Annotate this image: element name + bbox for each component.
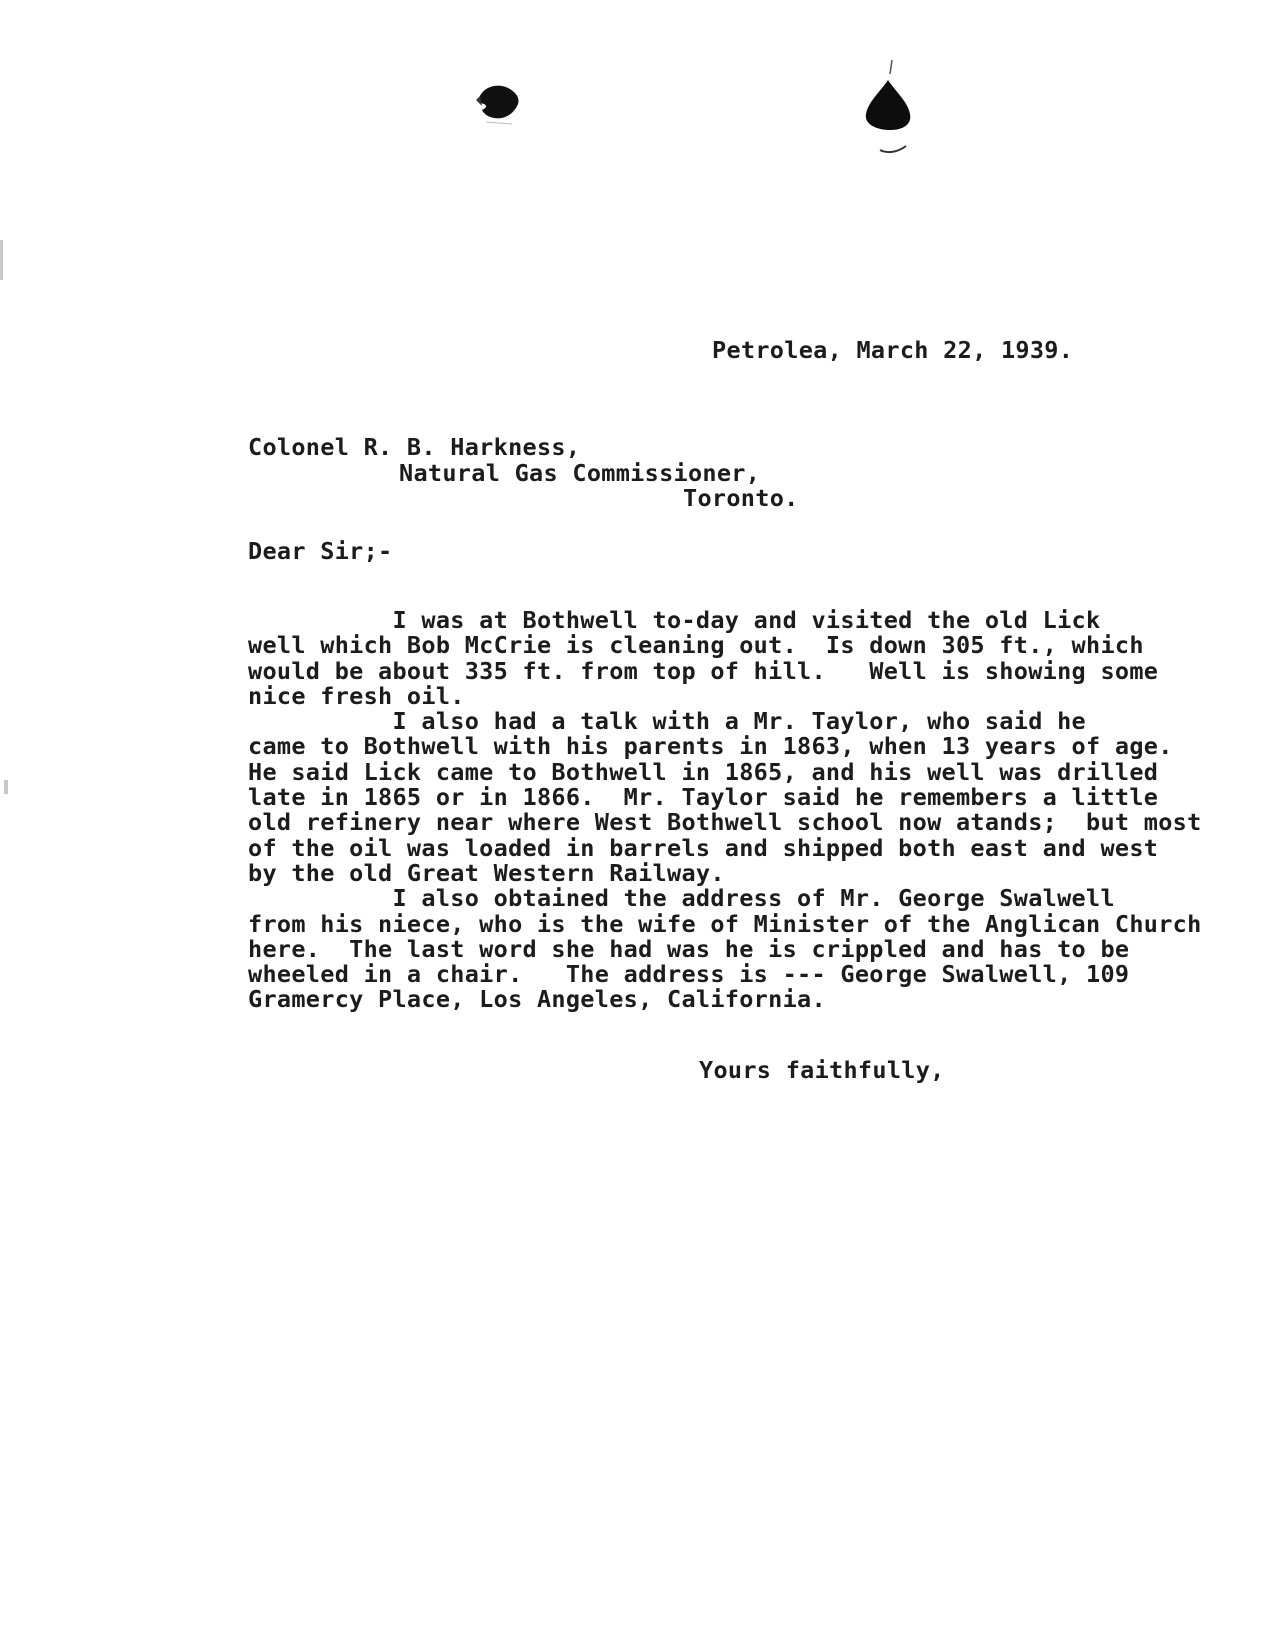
- punch-hole-right: [858, 58, 916, 162]
- letter-body: [248, 608, 1248, 1013]
- body-line: I was at Bothwell to-day and visited the old Lick: [248, 606, 1101, 634]
- body-line: I also obtained the address of Mr. George Swalwell: [248, 884, 1115, 913]
- scan-edge-mark: [4, 780, 8, 794]
- body-line: old refinery near where West Bothwell school now atands; but most: [248, 808, 1202, 837]
- closing: Yours faithfully,: [699, 1056, 945, 1084]
- body-line: here. The last word she had was he is crippled and has to be: [248, 934, 1130, 963]
- body-line: came to Bothwell with his parents in 1863, when 13 years of age.: [248, 732, 1173, 761]
- recipient-city: Toronto.: [683, 484, 799, 512]
- body-line: wheeled in a chair. The address is --- George Swalwell, 109: [248, 960, 1130, 989]
- salutation: Dear Sir;-: [248, 537, 393, 565]
- body-line: I also had a talk with a Mr. Taylor, who said he: [248, 707, 1086, 736]
- body-line: from his niece, who is the wife of Minister of the Anglican Church: [248, 909, 1202, 938]
- body-line: by the old Great Western Railway.: [248, 858, 725, 887]
- recipient-name: Colonel R. B. Harkness,: [248, 433, 581, 461]
- body-line: nice fresh oil.: [248, 681, 465, 710]
- letter-date: Petrolea, March 22, 1939.: [712, 336, 1074, 364]
- scan-edge-mark: [0, 240, 3, 280]
- body-line: He said Lick came to Bothwell in 1865, and his well was drilled: [248, 757, 1159, 786]
- recipient-title: Natural Gas Commissioner,: [399, 459, 761, 487]
- body-line: well which Bob McCrie is cleaning out. Is down 305 ft., which: [248, 631, 1144, 660]
- punch-hole-left: [474, 80, 522, 126]
- body-line: Gramercy Place, Los Angeles, California.: [248, 985, 826, 1014]
- body-line: of the oil was loaded in barrels and shipped both east and west: [248, 833, 1159, 862]
- body-line: would be about 335 ft. from top of hill. Well is showing some: [248, 656, 1159, 685]
- body-line: late in 1865 or in 1866. Mr. Taylor said he remembers a little: [248, 783, 1159, 812]
